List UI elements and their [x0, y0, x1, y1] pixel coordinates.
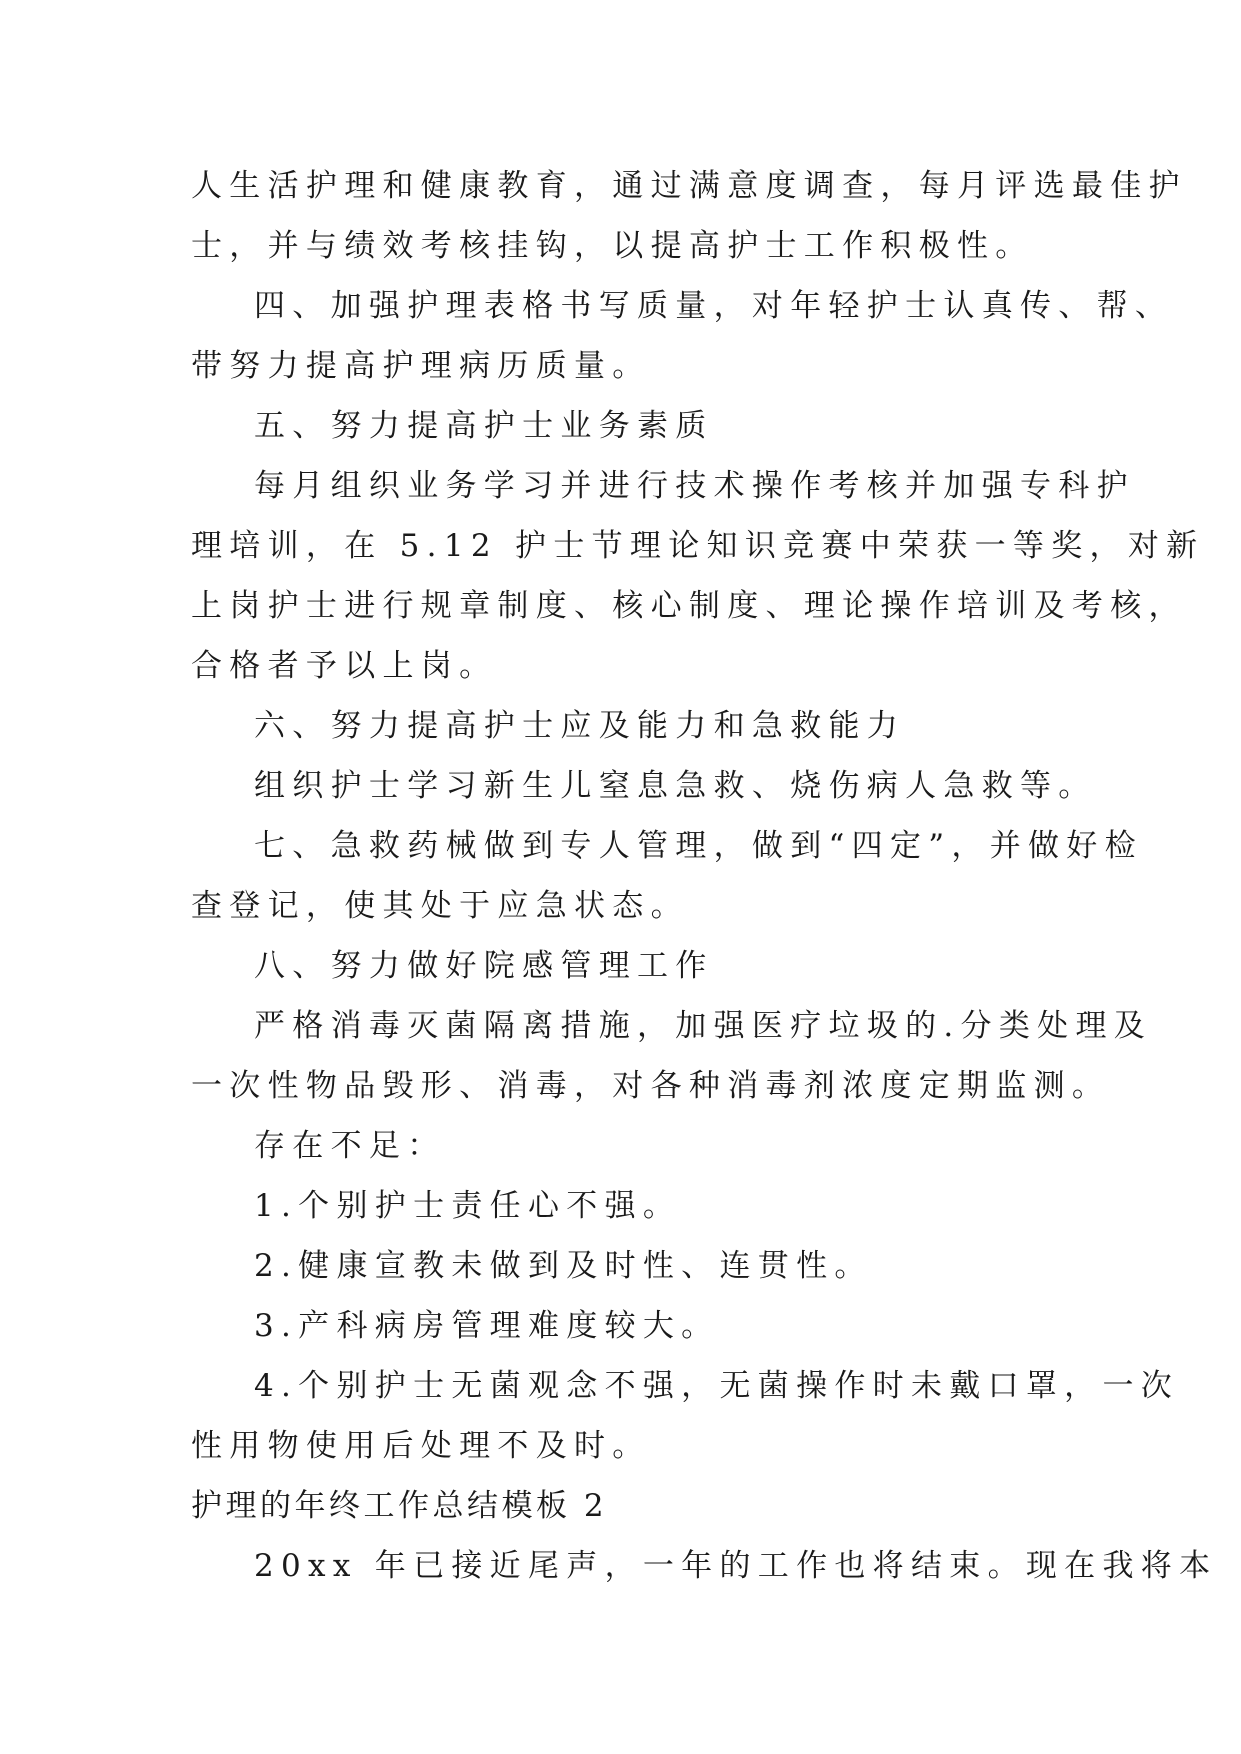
paragraph-line: 士，并与绩效考核挂钩，以提高护士工作积极性。: [191, 228, 1034, 264]
section-heading-8: 八、努力做好院感管理工作: [254, 948, 714, 984]
paragraph-line: 合格者予以上岗。: [191, 648, 498, 684]
paragraph-line: 严格消毒灭菌隔离措施，加强医疗垃圾的.分类处理及: [254, 1008, 1153, 1044]
paragraph-line: 查登记，使其处于应急状态。: [191, 888, 689, 924]
document-title-2: 护理的年终工作总结模板 2: [191, 1488, 608, 1524]
list-item: 4.个别护士无菌观念不强，无菌操作时未戴口罩，一次: [254, 1368, 1180, 1404]
section-heading-5: 五、努力提高护士业务素质: [254, 408, 714, 444]
shortcomings-heading: 存在不足：: [254, 1128, 446, 1164]
paragraph-line: 带努力提高护理病历质量。: [191, 348, 651, 384]
paragraph-line: 理培训，在 5.12 护士节理论知识竞赛中荣获一等奖，对新: [191, 528, 1205, 564]
paragraph-line: 上岗护士进行规章制度、核心制度、理论操作培训及考核，: [191, 588, 1187, 624]
paragraph-line: 每月组织业务学习并进行技术操作考核并加强专科护: [254, 468, 1135, 504]
list-item: 1.个别护士责任心不强。: [254, 1188, 682, 1224]
section-heading-7: 七、急救药械做到专人管理，做到“四定”，并做好检: [254, 828, 1143, 864]
paragraph-line: 性用物使用后处理不及时。: [191, 1428, 651, 1464]
section-heading-6: 六、努力提高护士应及能力和急救能力: [254, 708, 906, 744]
paragraph-line: 一次性物品毁形、消毒，对各种消毒剂浓度定期监测。: [191, 1068, 1111, 1104]
list-item: 3.产科病房管理难度较大。: [254, 1308, 720, 1344]
section-heading-4: 四、加强护理表格书写质量，对年轻护士认真传、帮、: [254, 288, 1174, 324]
list-item: 2.健康宣教未做到及时性、连贯性。: [254, 1248, 873, 1284]
paragraph-line: 20xx 年已接近尾声，一年的工作也将结束。现在我将本: [254, 1548, 1218, 1584]
paragraph-line: 组织护士学习新生儿窒息急救、烧伤病人急救等。: [254, 768, 1097, 804]
paragraph-line: 人生活护理和健康教育，通过满意度调查，每月评选最佳护: [191, 168, 1187, 204]
